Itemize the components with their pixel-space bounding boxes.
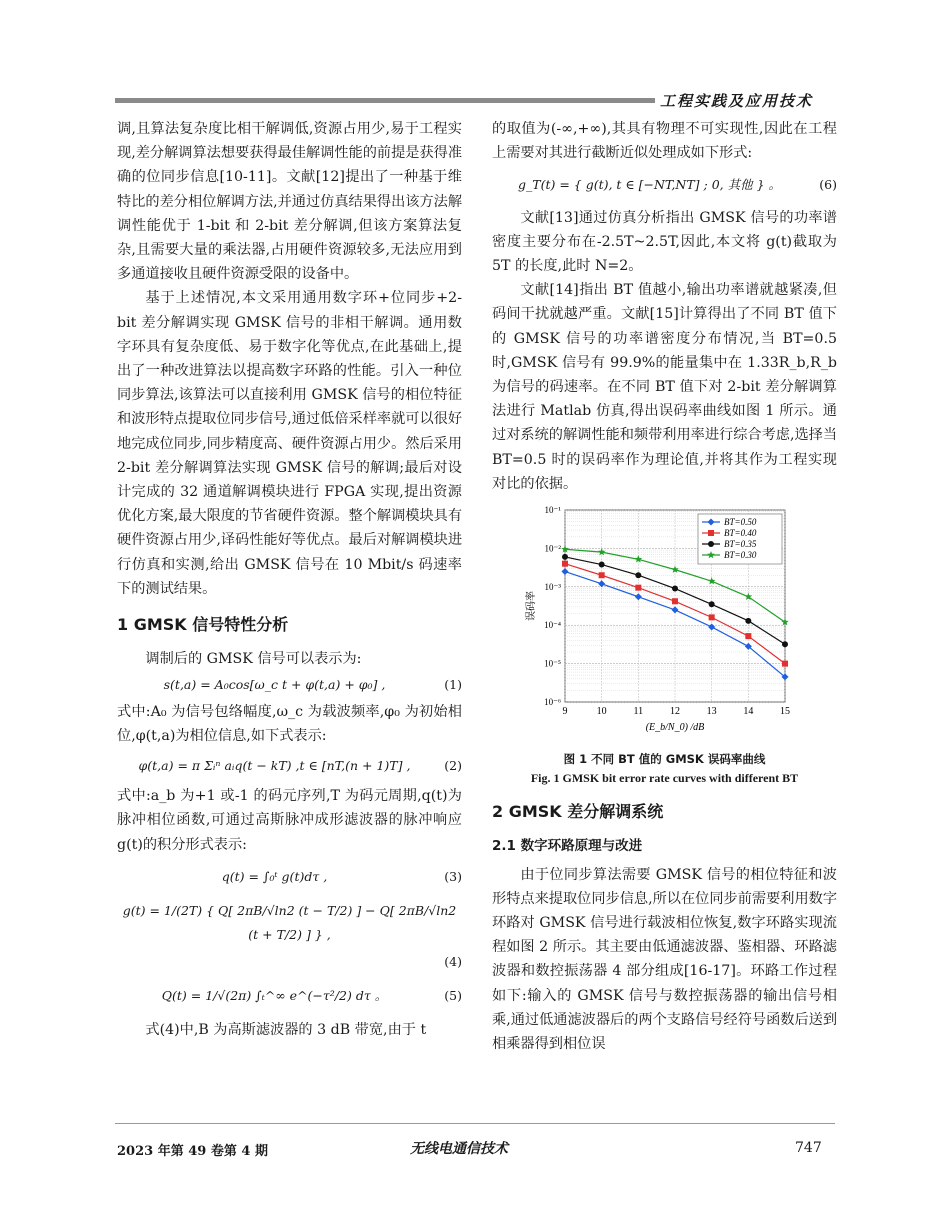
equation-number: (3) bbox=[444, 868, 462, 884]
equation-6 bbox=[492, 173, 837, 197]
y-tick-label: 10⁻² bbox=[544, 543, 561, 554]
legend-label: BT=0.35 bbox=[723, 539, 756, 550]
equation-number: (4) bbox=[444, 953, 462, 969]
x-tick-label: 13 bbox=[706, 706, 717, 718]
paragraph: 调,且算法复杂度比相干解调低,资源占用少,易于工程实现,差分解调算法想要获得最佳解调性能的前提是获得准确的位同步信息[10-11]。文献[12]提出了一种基于维特比的差分相位解调方法,并通过仿真结果得出该方法解调性能优于 1-bit 和 2-bit 差分解调,但该方案算法复杂,且需要大量的乘法器,占用硬件资源较多,无法应用到多通道接收且硬件资源受限的设备中。 bbox=[117, 121, 463, 283]
paragraph: 文献[14]指出 BT 值越小,输出功率谱就越紧凑,但码间干扰就越严重。文献[15]计算得出了不同 BT 值下的 GMSK 信号的功率谱密度分布情况,当 BT=0.5 时,GMSK 信号有 99.9%的能量集中在 1.33R_b,R_b 为信号的码速率。在不同 BT 值下对 2-bit 差分解调算法进行 Matlab 仿真,得出误码率曲线如图 1 所示。通过对系统的解调性能和频带利用率进行综合考虑,选择当 BT=0.5 时的误码率作为理论值,并将其作为工程实现对比的依据。 bbox=[492, 282, 838, 492]
equation-2 bbox=[117, 754, 462, 778]
section-title: 工程实践及应用技术 bbox=[660, 92, 814, 110]
legend-label: BT=0.40 bbox=[723, 528, 756, 539]
equation-body: g_T(t) = { g(t), t ∈ [−NT,NT] ; 0, 其他 } 。 bbox=[517, 177, 782, 193]
data-point bbox=[562, 554, 568, 560]
section-heading-2: 2 GMSK 差分解调系统 bbox=[492, 802, 664, 822]
equation-number: (1) bbox=[444, 677, 462, 693]
x-axis-label: (E_b/N_0) /dB bbox=[645, 722, 704, 734]
paragraph: 式中:a_b 为+1 或-1 的码元序列,T 为码元周期,q(t)为脉冲相位函数,可通过高斯脉冲成形滤波器的脉冲响应 g(t)的积分形式表示: bbox=[117, 788, 462, 853]
figure-caption-cn: 图 1 不同 BT 值的 GMSK 误码率曲线 bbox=[563, 752, 766, 767]
paragraph: 调制后的 GMSK 信号可以表示为: bbox=[145, 651, 362, 668]
data-point bbox=[672, 586, 678, 592]
data-point bbox=[598, 562, 604, 568]
equation-5 bbox=[117, 984, 462, 1008]
figure-1 bbox=[492, 502, 837, 788]
y-tick-label: 10⁻⁶ bbox=[543, 697, 561, 708]
issue-info: 2023 年第 49 卷第 4 期 bbox=[117, 1144, 268, 1159]
paragraph: 文献[13]通过仿真分析指出 GMSK 信号的功率谱密度主要分布在-2.5T~2.5T,因此,本文将 g(t)截取为 5T 的长度,此时 N=2。 bbox=[492, 209, 837, 275]
right-column bbox=[492, 117, 837, 1056]
data-point bbox=[745, 633, 751, 639]
equation-number: (5) bbox=[444, 987, 462, 1003]
data-point bbox=[708, 541, 714, 547]
data-point bbox=[708, 614, 714, 620]
footer-rule bbox=[115, 1123, 835, 1124]
header-rule bbox=[115, 98, 655, 103]
x-tick-label: 12 bbox=[669, 706, 680, 718]
equation-body: Q(t) = 1/√(2π) ∫ₜ^∞ e^(−τ²/2) dτ 。 bbox=[161, 987, 388, 1003]
equation-4-number-row bbox=[117, 950, 462, 974]
page-number: 747 bbox=[795, 1140, 822, 1156]
x-tick-label: 9 bbox=[562, 706, 567, 718]
x-tick-label: 15 bbox=[779, 706, 790, 718]
y-axis-label: 误码率 bbox=[525, 591, 537, 622]
equation-3 bbox=[117, 865, 462, 889]
paragraph: 式中:A₀ 为信号包络幅度,ω_c 为载波频率,φ₀ 为初始相位,φ(t,a)为相位信息,如下式表示: bbox=[117, 703, 462, 744]
legend-label: BT=0.30 bbox=[723, 550, 756, 561]
y-tick-label: 10⁻¹ bbox=[544, 505, 561, 516]
left-column bbox=[117, 117, 462, 1042]
x-tick-label: 10 bbox=[596, 706, 607, 718]
data-point bbox=[672, 598, 678, 604]
paragraph: 的取值为(-∞,+∞),其具有物理不可实现性,因此在工程上需要对其进行截断近似处理成如下形式: bbox=[492, 121, 837, 162]
data-point bbox=[598, 572, 604, 578]
y-tick-label: 10⁻⁴ bbox=[543, 620, 561, 631]
equation-number: (6) bbox=[819, 177, 837, 193]
data-point bbox=[782, 661, 788, 667]
paragraph: 式(4)中,B 为高斯滤波器的 3 dB 带宽,由于 t bbox=[145, 1021, 427, 1038]
x-tick-label: 14 bbox=[742, 706, 753, 718]
y-tick-label: 10⁻³ bbox=[544, 581, 561, 592]
y-tick-label: 10⁻⁵ bbox=[543, 658, 561, 669]
data-point bbox=[635, 585, 641, 591]
data-point bbox=[635, 572, 641, 578]
data-point bbox=[562, 561, 568, 567]
data-point bbox=[745, 618, 751, 624]
paragraph: 基于上述情况,本文采用通用数字环+位同步+2-bit 差分解调实现 GMSK 信号的非相干解调。通用数字环具有复杂度低、易于数字化等优点,在此基础上,提出了一种改进算法以提高数字环路的性能。引入一种位同步算法,该算法可以直接利用 GMSK 信号的相位特征和波形特点提取位同步信号,通过低倍采样率就可以很好地完成位同步,同步精度高、硬件资源占用少。然后采用 2-bit 差分解调算法实现 GMSK 信号的解调;最后对设计完成的 32 通道解调模块进行 FPGA 实现,提出资源优化方案,最大限度的节省硬件资源。整个解调模块具有硬件资源占用少,译码性能好等优点。最后对解调模块进行仿真和实测,给出 GMSK 信号在 10 Mbit/s 码速率下的测试结果。 bbox=[117, 290, 463, 597]
paragraph: 由于位同步算法需要 GMSK 信号的相位特征和波形特点来提取位同步信息,所以在位同步前需要利用数字环路对 GMSK 信号进行载波相位恢复,数字环路实现流程如图 2 所示。其主要由低通滤波器、鉴相器、环路滤波器和数控振荡器 4 部分组成[16-17]。环路工作过程如下:输入的 GMSK 信号与数控振荡器的输出信号相乘,通过低通滤波器后的两个支路信号经符号函数后送到相乘器得到相位误 bbox=[492, 866, 838, 1053]
equation-body: g(t) = 1/(2T) { Q[ 2πB/√ln2 (t − T/2) ] − Q[ 2πB/√ln2 (t + T/2) ] } , bbox=[122, 903, 457, 943]
equation-body: φ(t,a) = π Σᵢⁿ aᵢq(t − kT) ,t ∈ [nT,(n + 1)T] , bbox=[138, 758, 411, 774]
equation-number: (2) bbox=[444, 758, 462, 774]
ber-chart bbox=[520, 502, 810, 738]
equation-4 bbox=[117, 899, 462, 947]
legend-label: BT=0.50 bbox=[723, 517, 756, 528]
data-point bbox=[708, 601, 714, 607]
equation-1 bbox=[117, 673, 462, 697]
data-point bbox=[782, 641, 788, 647]
journal-name: 无线电通信技术 bbox=[410, 1141, 508, 1157]
data-point bbox=[708, 530, 714, 536]
equation-body: s(t,a) = A₀cos[ω_c t + φ(t,a) + φ₀] , bbox=[163, 677, 386, 693]
x-tick-label: 11 bbox=[633, 706, 643, 718]
figure-caption-en: Fig. 1 GMSK bit error rate curves with different BT bbox=[530, 771, 799, 786]
equation-body: q(t) = ∫₀ᵗ g(t)dτ , bbox=[221, 868, 328, 884]
subsection-heading-2-1: 2.1 数字环路原理与改进 bbox=[492, 838, 643, 855]
section-heading-1: 1 GMSK 信号特性分析 bbox=[117, 615, 289, 635]
